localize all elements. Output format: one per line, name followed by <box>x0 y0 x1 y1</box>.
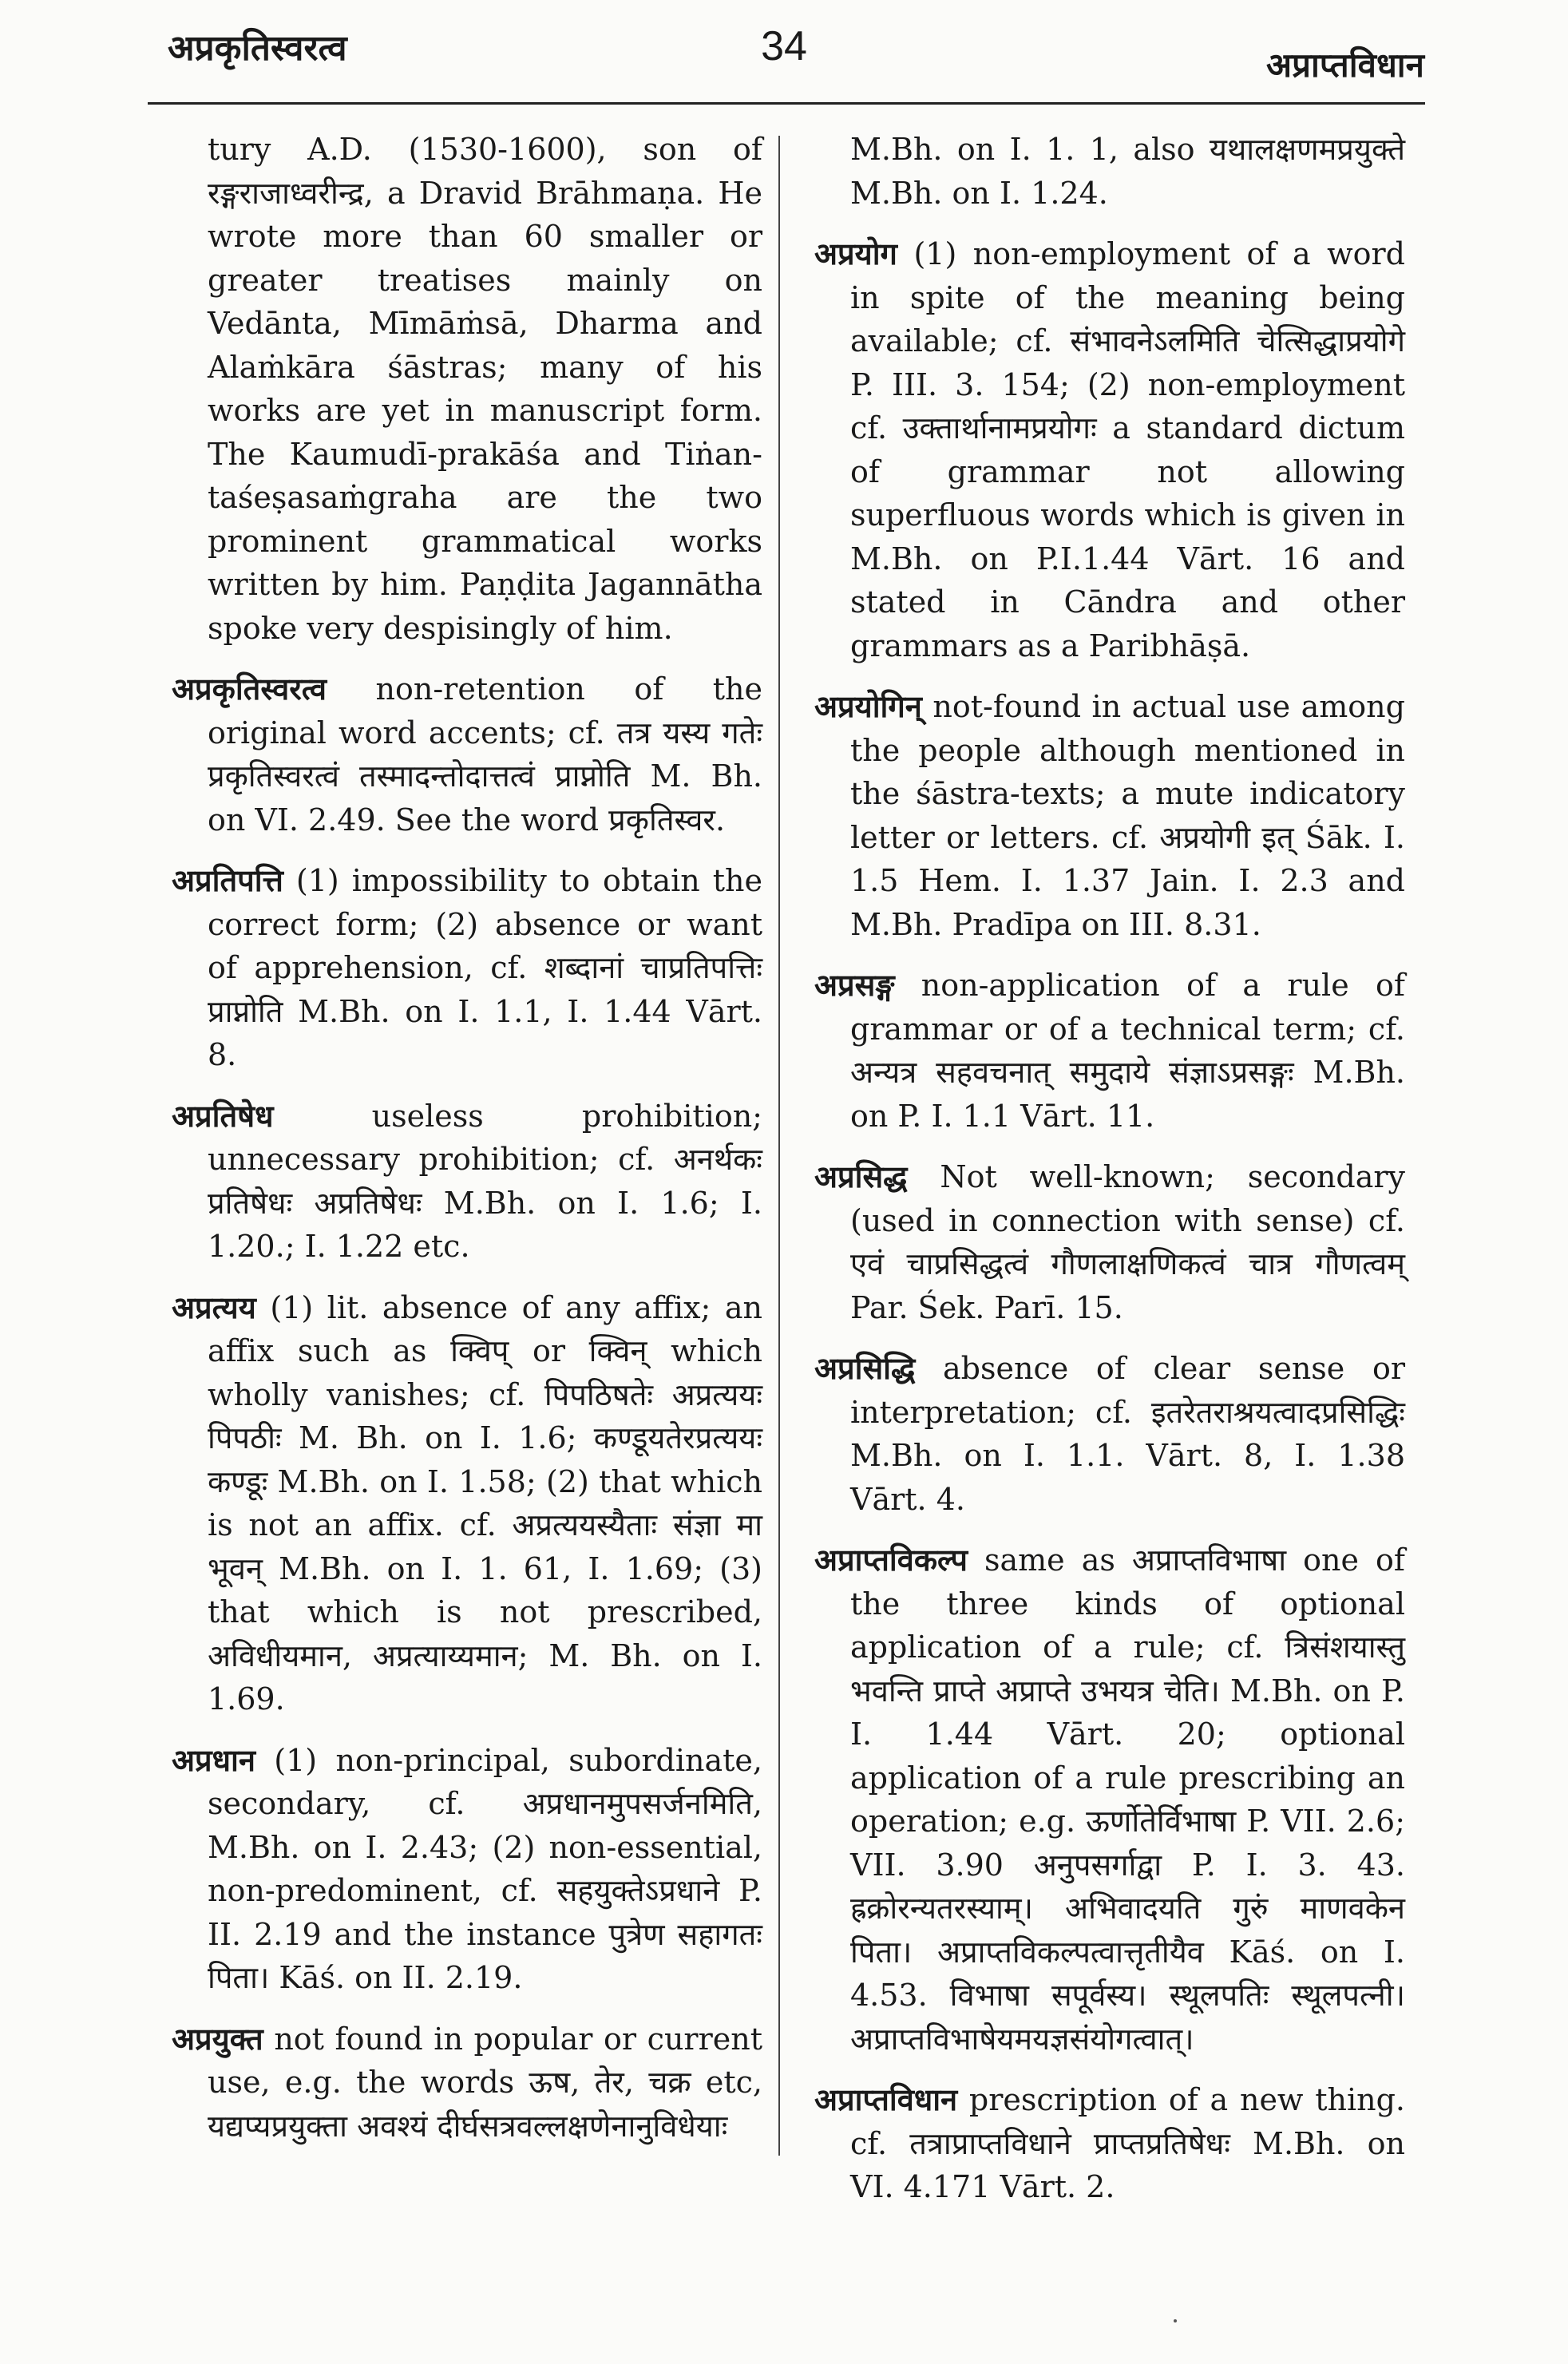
page-number: 34 <box>761 23 807 69</box>
entry-headword: अप्रयोग <box>814 236 897 271</box>
dictionary-entry <box>172 2018 762 2148</box>
dictionary-entry <box>172 128 762 650</box>
dictionary-entry <box>814 1538 1405 2061</box>
entry-text: non-retention of the original word accents; cf. तत्र यस्य गतेः प्रकृतिस्वरत्वं तस्मादन्तोदात्तत्वं प्राप्नोति M. Bh. on VI. 2.49. See the word प्रकृतिस्वर. <box>208 671 762 837</box>
entry-text: not found in popular or current use, e.g. the words ऊष, तेर, चक्र etc, यद्यप्यप्रयुक्ता अवश्यं दीर्घसत्रवल्लक्षणेनानुविधेयाः <box>208 2021 762 2144</box>
entry-text: not-found in actual use among the people although mentioned in the śāstra-texts; a mute indicatory letter or letters. cf. अप्रयोगी इत् Śāk. I. 1.5 Hem. I. 1.37 Jain. I. 2.3 and M.Bh. Pradīpa on III. 8.31. <box>850 689 1405 942</box>
ink-speck <box>1174 2319 1177 2322</box>
entry-headword: अप्रतिषेध <box>172 1097 274 1134</box>
right-column <box>814 128 1405 2227</box>
entry-text: Not well-known; secondary (used in connection with sense) cf. एवं चाप्रसिद्धत्वं गौणलाक्षणिकत्वं चात्र गौणत्वम् Par. Śek. Parī. 15. <box>850 1159 1405 1325</box>
running-head-right: अप्राप्तविधान <box>1266 46 1424 85</box>
entry-headword: अप्रयोगिन् <box>814 688 922 724</box>
column-divider <box>778 136 780 2156</box>
entry-headword: अप्रकृतिस्वरत्व <box>172 671 327 707</box>
entry-text: (1) lit. absence of any affix; an affix such as क्विप् or क्विन् which wholly vanishes; cf. पिपठिषतेः अप्रत्ययः पिपठीः M. Bh. on I. 1.6; कण्डूयतेरप्रत्ययः कण्डूः M.Bh. on I. 1.58; (2) that which is not an affix. cf. अप्रत्ययस्यैताः संज्ञा मा भूवन् M.Bh. on I. 1. 61, I. 1.69; (3) that which is not prescribed, अविधीयमान, अप्रत्याय्यमान; M. Bh. on I. 1.69. <box>208 1289 762 1717</box>
dictionary-entry <box>814 1155 1405 1329</box>
left-column <box>172 128 762 2165</box>
entry-headword: अप्राप्तविधान <box>814 2081 958 2117</box>
running-head-left: अप्रकृतिस्वरत्व <box>168 28 347 69</box>
page-header <box>0 0 1568 96</box>
entry-headword: अप्रसङ्ग <box>814 967 895 1003</box>
header-rule <box>148 102 1425 105</box>
entry-text: (1) non-employment of a word in spite of the meaning being available; cf. संभावनेऽलमिति चेत्सिद्धाप्रयोगे P. III. 3. 154; (2) non-employment cf. उक्तार्थानामप्रयोगः a standard dictum of grammar not allowing superfluous words which is given in M.Bh. on P.I.1.44 Vārt. 16 and stated in Cāndra and other grammars as a Paribhāṣā. <box>850 236 1405 663</box>
entry-text: (1) non-principal, subordinate, secondary, cf. अप्रधानमुपसर्जनमिति, M.Bh. on I. 2.43; (2) non-essential, non-predominent, cf. सहयुक्तेऽप्रधाने P. II. 2.19 and the instance पुत्रेण सहागतः पिता। Kāś. on II. 2.19. <box>208 1742 762 1995</box>
dictionary-entry <box>172 667 762 841</box>
entry-text: M.Bh. on I. 1. 1, also यथालक्षणमप्रयुक्ते M.Bh. on I. 1.24. <box>850 132 1405 211</box>
dictionary-entry <box>172 859 762 1077</box>
entry-text: prescription of a new thing. cf. तत्राप्राप्तविधाने प्राप्तप्रतिषेधः M.Bh. on VI. 4.171 Vārt. 2. <box>850 2082 1405 2204</box>
entry-headword: अप्रत्यय <box>172 1289 256 1325</box>
entry-text: same as अप्राप्तविभाषा one of the three kinds of optional application of a rule; cf. त्रिसंशयास्तु भवन्ति प्राप्ते अप्राप्ते उभयत्र चेति। M.Bh. on P. I. 1.44 Vārt. 20; optional application of a rule prescribing an operation; e.g. ऊर्णोतेर्विभाषा P. VII. 2.6; VII. 3.90 अनुपसर्गाद्वा P. I. 3. 43. ह्रक्रोरन्यतरस्याम्। अभिवादयति गुरुं माणवकेन पिता। अप्राप्तविकल्पत्वात्तृतीयैव Kāś. on I. 4.53. विभाषा सपूर्वस्य। स्थूलपतिः स्थूलपत्नी। अप्राप्तविभाषेयमयज्ञसंयोगत्वात्। <box>850 1542 1405 2057</box>
entry-text: tury A.D. (1530-1600), son of रङ्गराजाध्वरीन्द्र, a Dravid Brāhmaṇa. He wrote more than 60 smaller or greater treatises mainly on Vedānta, Mīmāṁsā, Dharma and Alaṁkāra śāstras; many of his works are yet in manuscript form. The Kaumudī-prakāśa and Tiṅan-taśeṣasaṁgraha are the two prominent grammatical works written by him. Paṇḍita Jagannātha spoke very despisingly of him. <box>208 132 762 646</box>
dictionary-entry <box>172 1286 762 1721</box>
dictionary-entry <box>814 1347 1405 1521</box>
dictionary-entry <box>814 232 1405 667</box>
dictionary-entry <box>172 1095 762 1269</box>
entry-text: non-application of a rule of grammar or of a technical term; cf. अन्यत्र सहवचनात् समुदाये संज्ञाऽप्रसङ्गः M.Bh. on P. I. 1.1 Vārt. 11. <box>850 968 1405 1134</box>
entry-headword: अप्रसिद्ध <box>814 1158 908 1194</box>
dictionary-entry <box>814 128 1405 215</box>
dictionary-entry <box>814 964 1405 1138</box>
entry-headword: अप्राप्तविकल्प <box>814 1542 968 1578</box>
dictionary-entry <box>814 2078 1405 2209</box>
dictionary-entry <box>814 685 1405 946</box>
entry-text: (1) impossibility to obtain the correct form; (2) absence or want of apprehension, cf. शब्दानां चाप्रतिपत्तिः प्राप्नोति M.Bh. on I. 1.1, I. 1.44 Vārt. 8. <box>208 863 762 1072</box>
entry-text: useless prohibition; unnecessary prohibition; cf. अनर्थकः प्रतिषेधः अप्रतिषेधः M.Bh. on I. 1.6; I. 1.20.; I. 1.22 etc. <box>208 1098 762 1264</box>
dictionary-entry <box>172 1739 762 2000</box>
entry-text: absence of clear sense or interpretation; cf. इतरेतराश्रयत्वादप्रसिद्धिः M.Bh. on I. 1.1. Vārt. 8, I. 1.38 Vārt. 4. <box>850 1351 1405 1517</box>
entry-headword: अप्रयुक्त <box>172 2020 263 2057</box>
entry-headword: अप्रधान <box>172 1741 255 1778</box>
entry-headword: अप्रतिपत्ति <box>172 862 283 898</box>
entry-headword: अप्रसिद्धि <box>814 1350 916 1386</box>
